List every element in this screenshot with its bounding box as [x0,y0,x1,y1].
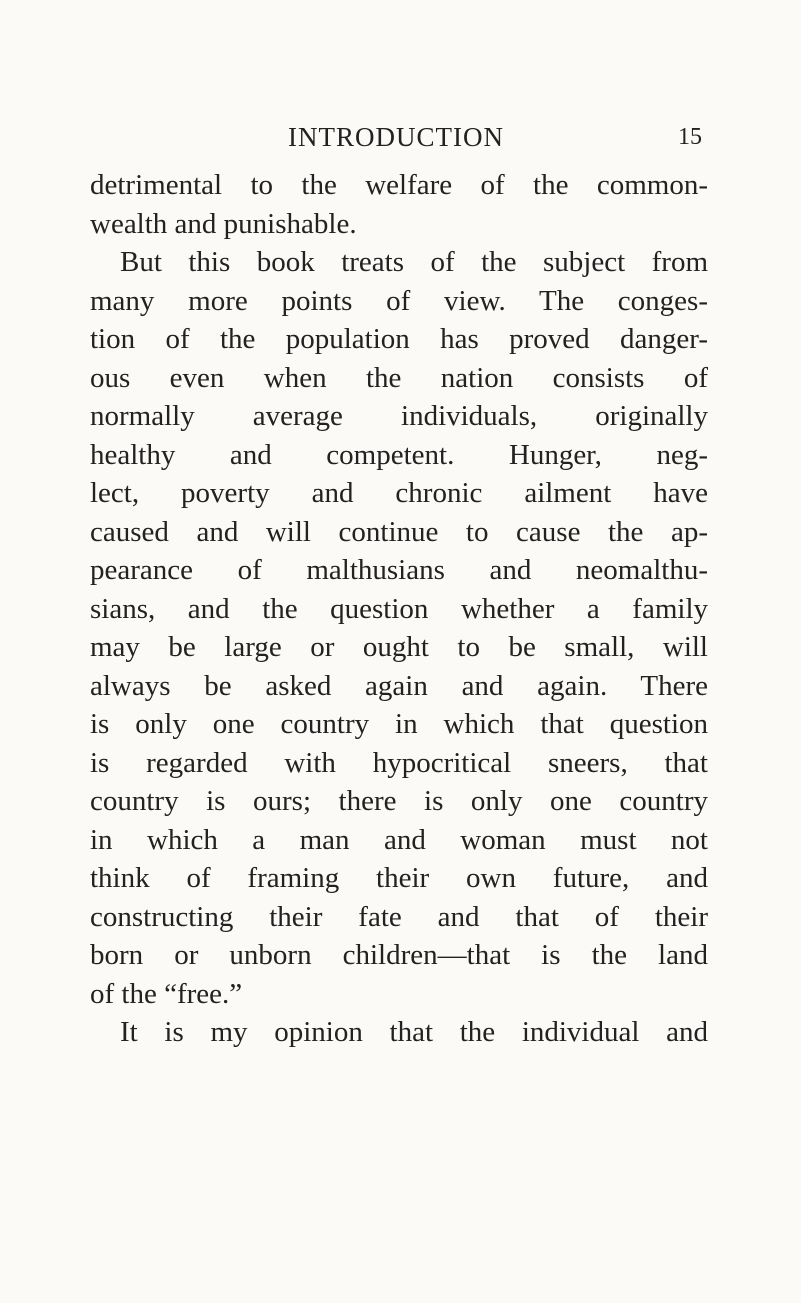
text-line: sians, and the question whether a family [90,592,708,625]
text-line: may be large or ought to be small, will [90,631,708,663]
text-line: But this book treats of the subject from [120,246,708,278]
text-line: wealth and punishable. [90,207,357,240]
text-line: caused and will continue to cause the ap- [90,515,708,548]
text-line: in which a man and woman must not [90,823,708,856]
text-line: think of framing their own future, and [90,862,708,894]
text-line: is only one country in which that question [90,708,708,740]
text-line: constructing their fate and that of their [90,900,708,933]
text-line: healthy and competent. Hunger, neg- [90,438,708,471]
text-line: is regarded with hypocritical sneers, that [90,746,708,779]
text-line: country is ours; there is only one country [90,785,708,817]
page-number: 15 [678,124,702,150]
text-line: of the “free.” [90,977,243,1010]
text-line: born or unborn children—that is the land [90,939,708,971]
text-line: ous even when the nation consists of [90,361,708,394]
body-text [90,166,708,1052]
running-head [90,120,702,154]
text-line: lect, poverty and chronic ailment have [90,477,708,509]
text-line: many more points of view. The conges- [90,284,708,317]
text-line: pearance of malthusians and neomalthu- [90,554,708,586]
text-line: It is my opinion that the individual and [120,1016,708,1048]
running-title: INTRODUCTION [288,122,504,152]
text-line: tion of the population has proved danger- [90,323,708,355]
text-line: normally average individuals, originally [90,400,708,432]
text-line: detrimental to the welfare of the common- [90,169,708,201]
text-line: always be asked again and again. There [90,669,708,702]
